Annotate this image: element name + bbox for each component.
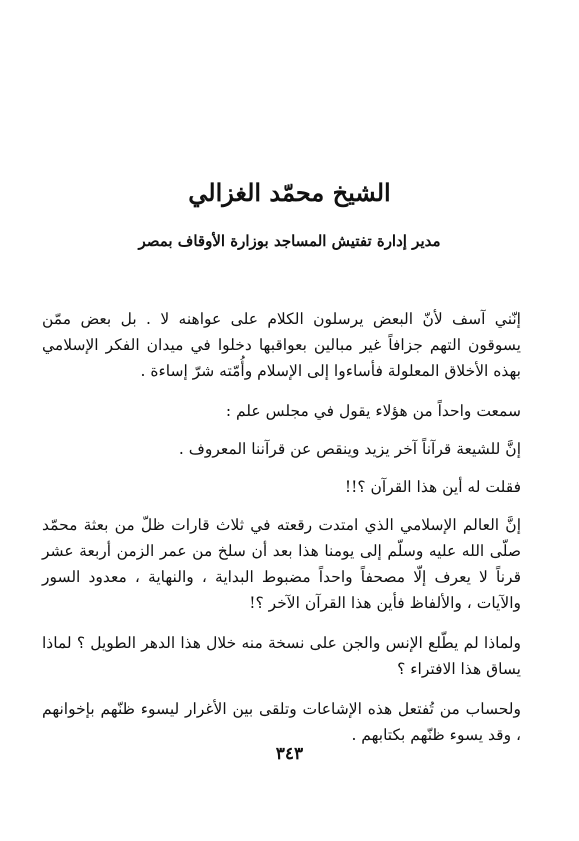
paragraph: سمعت واحداً من هؤلاء يقول في مجلس علم : [225,402,521,420]
page-subtitle: مدير إدارة تفتيش المساجد بوزارة الأوقاف بمصر [138,232,441,250]
paragraph: إنَّ للشيعة قرآناً آخر يزيد وينقص عن قرآننا المعروف . [178,440,521,458]
body-text [42,306,521,762]
paragraph: فقلت له أين هذا القرآن ؟!! [344,478,521,496]
paragraph: ولحساب من تُفتعل هذه الإشاعات وتلقى بين الأغرار ليسوء ظنّهم بإخوانهم ، وقد يسوء ظنّهم بكتابهم . [42,700,521,744]
paragraph: إنَّ العالم الإسلامي الذي امتدت رقعته في ثلاث قارات ظلّ من بعثة محمّد صلّى الله عليه وسلّم إلى يومنا هذا بعد أن سلخ من عمر الزمن أربعة عشر قرناً لا يعرف إلّا مصحفاً واحداً مضبوط البداية ، والنهاية ، معدود السور والآيات ، والألفاظ فأين هذا القرآن الآخر ؟! [42,516,521,612]
paragraph: ولماذا لم يطّلع الإنس والجن على نسخة منه خلال هذا الدهر الطويل ؟ لماذا يساق هذا الافتراء ؟ [42,634,521,678]
page-title: الشيخ محمّد الغزالي [188,178,391,207]
paragraph: إنّني آسف لأنّ البعض يرسلون الكلام على عواهنه لا . بل بعض ممّن يسوقون التهم جزافاً غير مبالين بعواقبها دخلوا في ميدان الفكر الإسلامي بهذه الأخلاق المعلولة فأساءوا إلى الإسلام وأُمّته شرّ إساءة . [42,310,521,380]
page-number: ٣٤٣ [275,744,304,764]
